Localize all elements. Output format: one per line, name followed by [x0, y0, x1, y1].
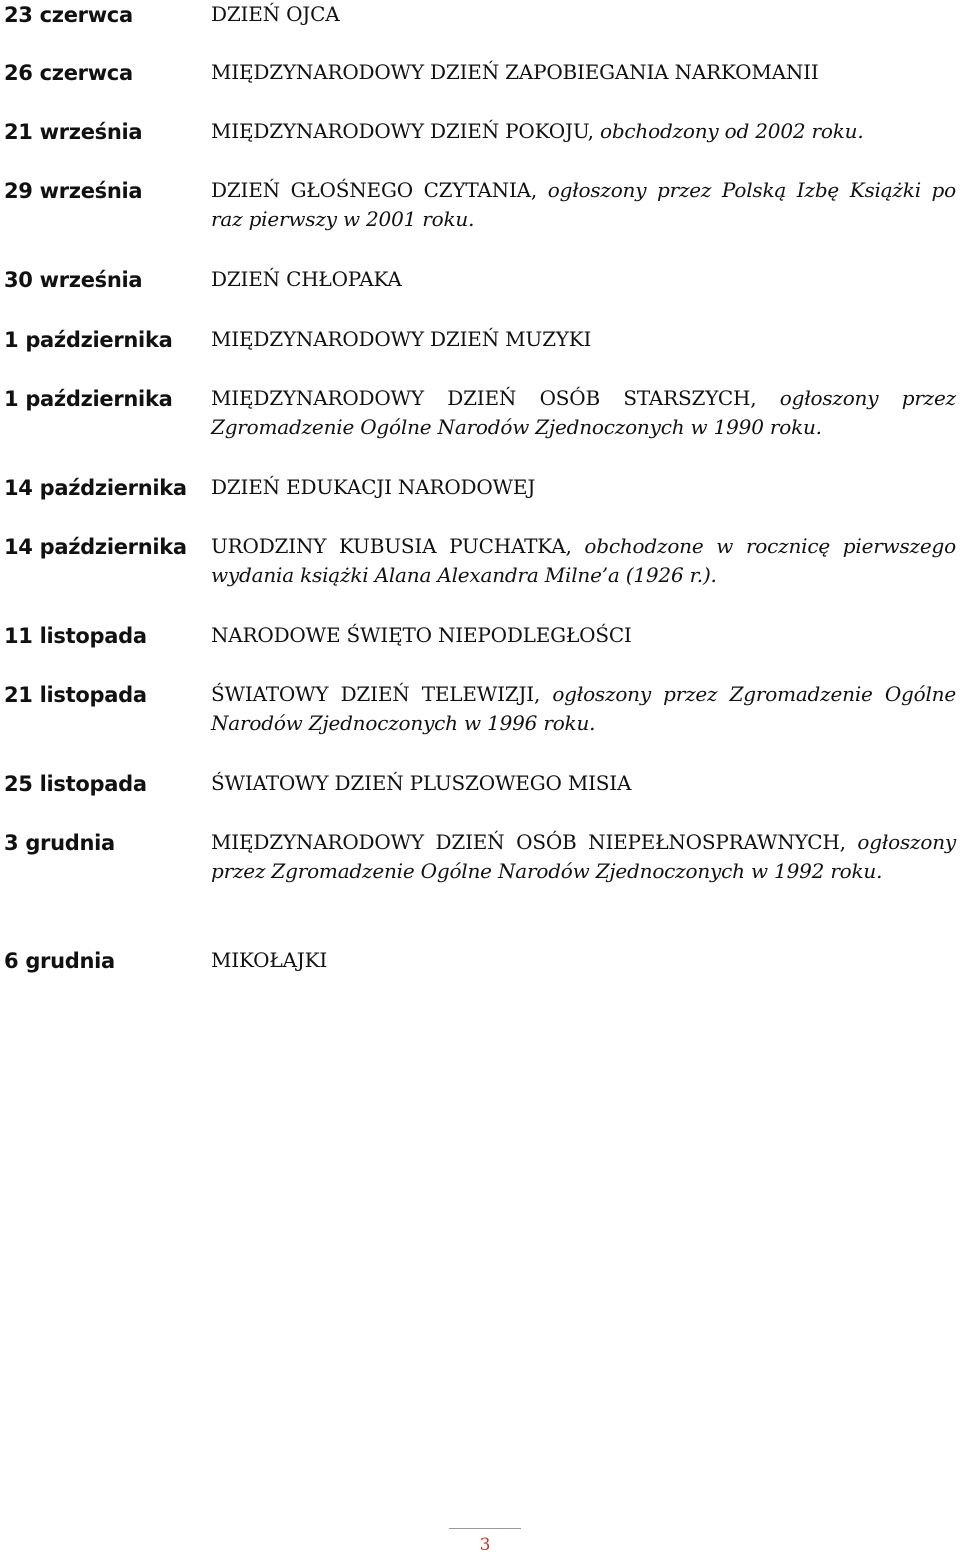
entry-name: MIĘDZYNARODOWY DZIEŃ OSÓB STARSZYCH,	[211, 386, 757, 410]
entry-name: DZIEŃ GŁOŚNEGO CZYTANIA,	[211, 178, 538, 202]
entry-name: ŚWIATOWY DZIEŃ TELEWIZJI,	[211, 682, 541, 706]
entry-name: NARODOWE ŚWIĘTO NIEPODLEGŁOŚCI	[211, 623, 632, 647]
entry-name: MIĘDZYNARODOWY DZIEŃ MUZYKI	[211, 327, 592, 351]
entry-note: ogłoszony przez Polską Izbę Książki po raz pierwszy w 2001 roku.	[211, 178, 956, 231]
entry-description	[211, 325, 956, 354]
entry-description	[211, 117, 956, 146]
entry-date: 3 grudnia	[4, 831, 115, 855]
entry-note: ogłoszony przez Zgromadzenie Ogólne Narodów Zjednoczonych w 1990 roku.	[211, 386, 956, 439]
entry-description	[211, 58, 956, 87]
entry-name: DZIEŃ OJCA	[211, 2, 340, 26]
entry-name: MIĘDZYNARODOWY DZIEŃ OSÓB NIEPEŁNOSPRAWNYCH,	[211, 830, 846, 854]
entry-description	[211, 769, 956, 798]
entry-date: 1 października	[4, 387, 173, 411]
entry-date: 30 września	[4, 268, 143, 292]
entry-name: DZIEŃ CHŁOPAKA	[211, 267, 402, 291]
entry-date: 26 czerwca	[4, 61, 133, 85]
entry-name: MIĘDZYNARODOWY DZIEŃ ZAPOBIEGANIA NARKOMANII	[211, 60, 819, 84]
entry-description	[211, 0, 956, 29]
entry-date: 29 września	[4, 179, 143, 203]
entry-name: URODZINY KUBUSIA PUCHATKA,	[211, 534, 572, 558]
entry-date: 21 września	[4, 120, 143, 144]
entry-note: obchodzone w rocznicę pierwszego wydania książki Alana Alexandra Milne’a (1926 r.).	[211, 534, 956, 587]
entry-date: 11 listopada	[4, 624, 147, 648]
entry-description	[211, 828, 956, 886]
entry-date: 21 listopada	[4, 683, 147, 707]
entry-description	[211, 176, 956, 234]
entry-date: 14 października	[4, 535, 187, 559]
footer-rule	[449, 1528, 521, 1529]
entry-description	[211, 621, 956, 650]
entry-description	[211, 532, 956, 590]
entry-name: MIĘDZYNARODOWY DZIEŃ POKOJU,	[211, 119, 594, 143]
entry-note: obchodzony od 2002 roku.	[599, 119, 864, 143]
entry-name: ŚWIATOWY DZIEŃ PLUSZOWEGO MISIA	[211, 771, 632, 795]
entry-description	[211, 384, 956, 442]
entry-name: MIKOŁAJKI	[211, 948, 328, 972]
entry-date: 6 grudnia	[4, 949, 115, 973]
entry-description	[211, 265, 956, 294]
entry-date: 23 czerwca	[4, 3, 133, 27]
entry-name: DZIEŃ EDUKACJI NARODOWEJ	[211, 475, 536, 499]
entry-date: 1 października	[4, 328, 173, 352]
entry-date: 25 listopada	[4, 772, 147, 796]
page-number: 3	[479, 1535, 491, 1555]
entry-date: 14 października	[4, 476, 187, 500]
entry-note: ogłoszony przez Zgromadzenie Ogólne Narodów Zjednoczonych w 1996 roku.	[211, 682, 956, 735]
entry-description	[211, 680, 956, 738]
entry-description	[211, 946, 956, 975]
entry-description	[211, 473, 956, 502]
entry-note: ogłoszony przez Zgromadzenie Ogólne Narodów Zjednoczonych w 1992 roku.	[211, 830, 956, 883]
